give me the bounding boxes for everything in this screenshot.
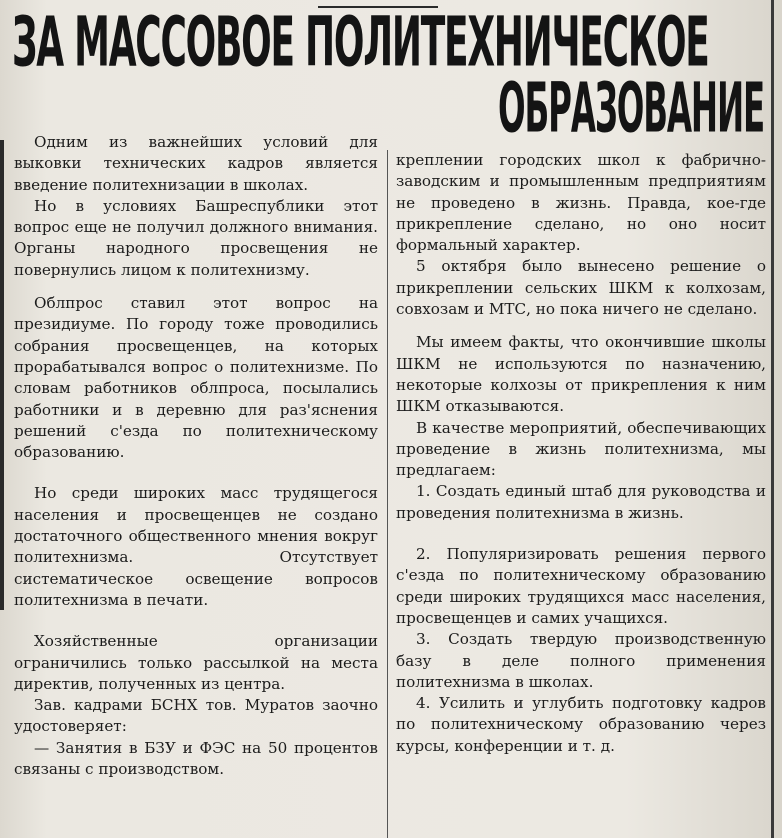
paragraph: Хозяйственные организации ограничились только рассылкой на места директив, полученных из центра.: [14, 632, 378, 693]
paragraph: Но среди широких масс трудящегося населения и просвещенцев не создано достаточного общественного мнения вокруг политехнизма. Отсутствует систематическое освещение вопросов политехнизма в печати.: [14, 484, 378, 609]
headline-line-1: ЗА МАССОВОЕ ПОЛИТЕХНИЧЕСКОЕ: [12, 2, 709, 83]
right-edge-rule: [771, 0, 774, 838]
left-column: [14, 132, 378, 780]
paragraph: Одним из важнейших условий для выковки технических кадров является введение политехнизации в школах.: [14, 133, 378, 194]
paragraph: Но в условиях Башреспублики этот вопрос еще не получил должного внимания. Органы народного просвещения не повернулись лицом к политехнизму.: [14, 196, 378, 279]
paragraph: 4. Усилить и углубить подготовку кадров по политехническому образованию через курсы, конференции и т. д.: [396, 694, 766, 755]
column-divider: [387, 150, 388, 838]
headline-line-2: ОБРАЗОВАНИЕ: [498, 68, 765, 149]
paragraph: Зав. кадрами БСНХ тов. Муратов заочно удостоверяет:: [14, 696, 378, 736]
paragraph: Мы имеем факты, что окончившие школы ШКМ не используются по назначению, некоторые колхозы от прикрепления к ним ШКМ отказываются.: [396, 333, 766, 416]
paragraph: Облпрос ставил этот вопрос на президиуме. По городу тоже проводились собрания просвещенцев, на которых прорабатывался вопрос о политехнизме. По словам работников облпроса, посылались работники и в деревню для раз'яснения решений с'езда по политехническому образованию.: [14, 294, 378, 462]
left-edge-rule: [0, 140, 4, 610]
right-column: [396, 150, 766, 757]
paragraph: 5 октября было вынесено решение о прикреплении сельских ШКМ к колхозам, совхозам и МТС, но пока ничего не сделано.: [396, 257, 766, 319]
paragraph: В качестве мероприятий, обеспечивающих проведение в жизнь политехнизма, мы предлагаем:: [396, 418, 766, 480]
paragraph: 3. Создать твердую производственную базу в деле полного применения политехнизма в школах.: [396, 630, 766, 691]
paragraph: — Занятия в БЗУ и ФЭС на 50 процентов связаны с производством.: [14, 738, 378, 779]
paragraph: креплении городских школ к фабрично-заводским и промышленным предприятиям не проведено в жизнь. Правда, кое-где прикрепление сделано, но оно носит формальный характер.: [396, 151, 766, 255]
paragraph: 1. Создать единый штаб для руководства и проведения политехнизма в жизнь.: [396, 482, 766, 522]
paragraph: 2. Популяризировать решения первого с'езда по политехническому образованию среди широких трудящихся масс населения, просвещенцев и самих учащихся.: [396, 545, 766, 627]
